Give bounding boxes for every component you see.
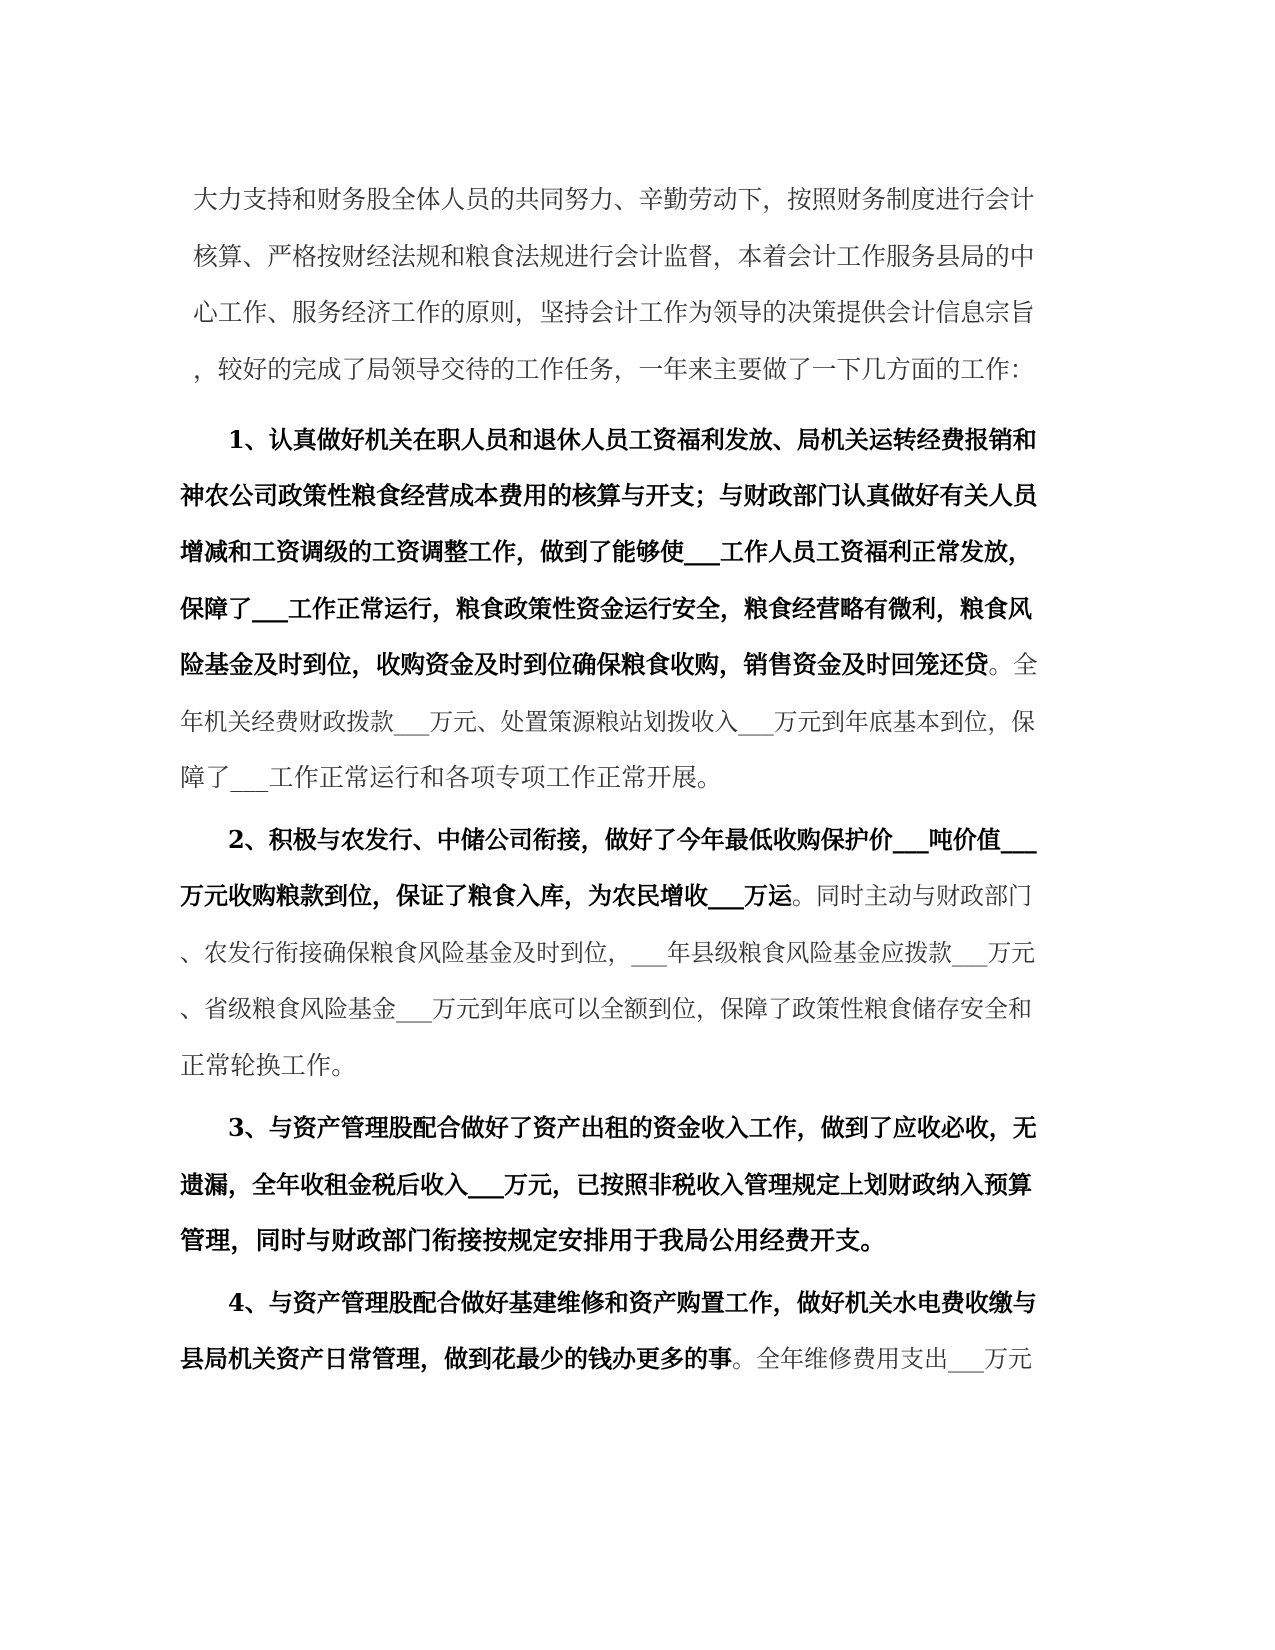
item3-line-1: 3、与资产管理股配合做好了资产出租的资金收入工作，做到了应收必收，无 <box>228 1113 1037 1142</box>
item1-line-1: 1、认真做好机关在职人员和退休人员工资福利发放、局机关运转经费报销和 <box>228 425 1037 454</box>
item2-line-1: 2、积极与农发行、中储公司衔接，做好了今年最低收购保护价___吨价值___ <box>228 825 1037 854</box>
item4-line-1: 4、与资产管理股配合做好基建维修和资产购置工作，做好机关水电费收缴与 <box>228 1288 1037 1317</box>
item1-line-5-regular: 。全 <box>988 650 1038 679</box>
item1-line-7: 障了___工作正常运行和各项专项工作正常开展。 <box>180 763 723 792</box>
item2-line-2-bold: 万元收购粮款到位，保证了粮食入库，为农民增收___万运 <box>180 881 792 910</box>
item2-line-4: 、省级粮食风险基金___万元到年底可以全额到位，保障了政策性粮食储存安全和 <box>180 995 1032 1023</box>
item2-line-5: 正常轮换工作。 <box>180 1051 357 1080</box>
item1-line-5-bold: 险基金及时到位，收购资金及时到位确保粮食收购，销售资金及时回笼还贷 <box>180 650 989 679</box>
intro-line-2: 核算、严格按财经法规和粮食法规进行会计监督，本着会计工作服务县局的中 <box>193 242 1035 271</box>
item1-line-6: 年机关经费财政拨款___万元、处置策源粮站划拨收入___万元到年底基本到位，保 <box>180 708 1036 736</box>
item4-line-2-regular: 。全年维修费用支出___万元 <box>732 1345 1032 1373</box>
item4-line-2 <box>180 1343 1032 1375</box>
intro-line-1: 大力支持和财务股全体人员的共同努力、辛勤劳动下，按照财务制度进行会计 <box>193 185 1035 214</box>
item3-line-2: 遗漏，全年收租金税后收入___万元，已按照非税收入管理规定上划财政纳入预算 <box>180 1170 1032 1199</box>
item2-line-2-regular: 。同时主动与财政部门 <box>792 882 1032 910</box>
intro-line-3: 心工作、服务经济工作的原则，坚持会计工作为领导的决策提供会计信息宗旨 <box>193 298 1035 327</box>
item4-line-2-bold: 县局机关资产日常管理，做到花最少的钱办更多的事 <box>180 1344 732 1373</box>
item2-line-2 <box>180 880 1032 912</box>
item3-line-3: 管理，同时与财政部门衔接按规定安排用于我局公用经费开支。 <box>180 1226 886 1255</box>
item1-line-3: 增减和工资调级的工资调整工作，做到了能够使___工作人员工资福利正常发放， <box>180 537 1032 566</box>
item2-line-3: 、农发行衔接确保粮食风险基金及时到位，___年县级粮食风险基金应拨款___万元 <box>180 939 1036 967</box>
item1-line-4: 保障了___工作正常运行，粮食政策性资金运行安全，粮食经营略有微利，粮食风 <box>180 594 1032 623</box>
item1-line-2: 神农公司政策性粮食经营成本费用的核算与开支；与财政部门认真做好有关人员 <box>180 481 1038 510</box>
item1-line-5 <box>180 649 1038 681</box>
intro-line-4: ，较好的完成了局领导交待的工作任务，一年来主要做了一下几方面的工作： <box>193 355 1035 384</box>
